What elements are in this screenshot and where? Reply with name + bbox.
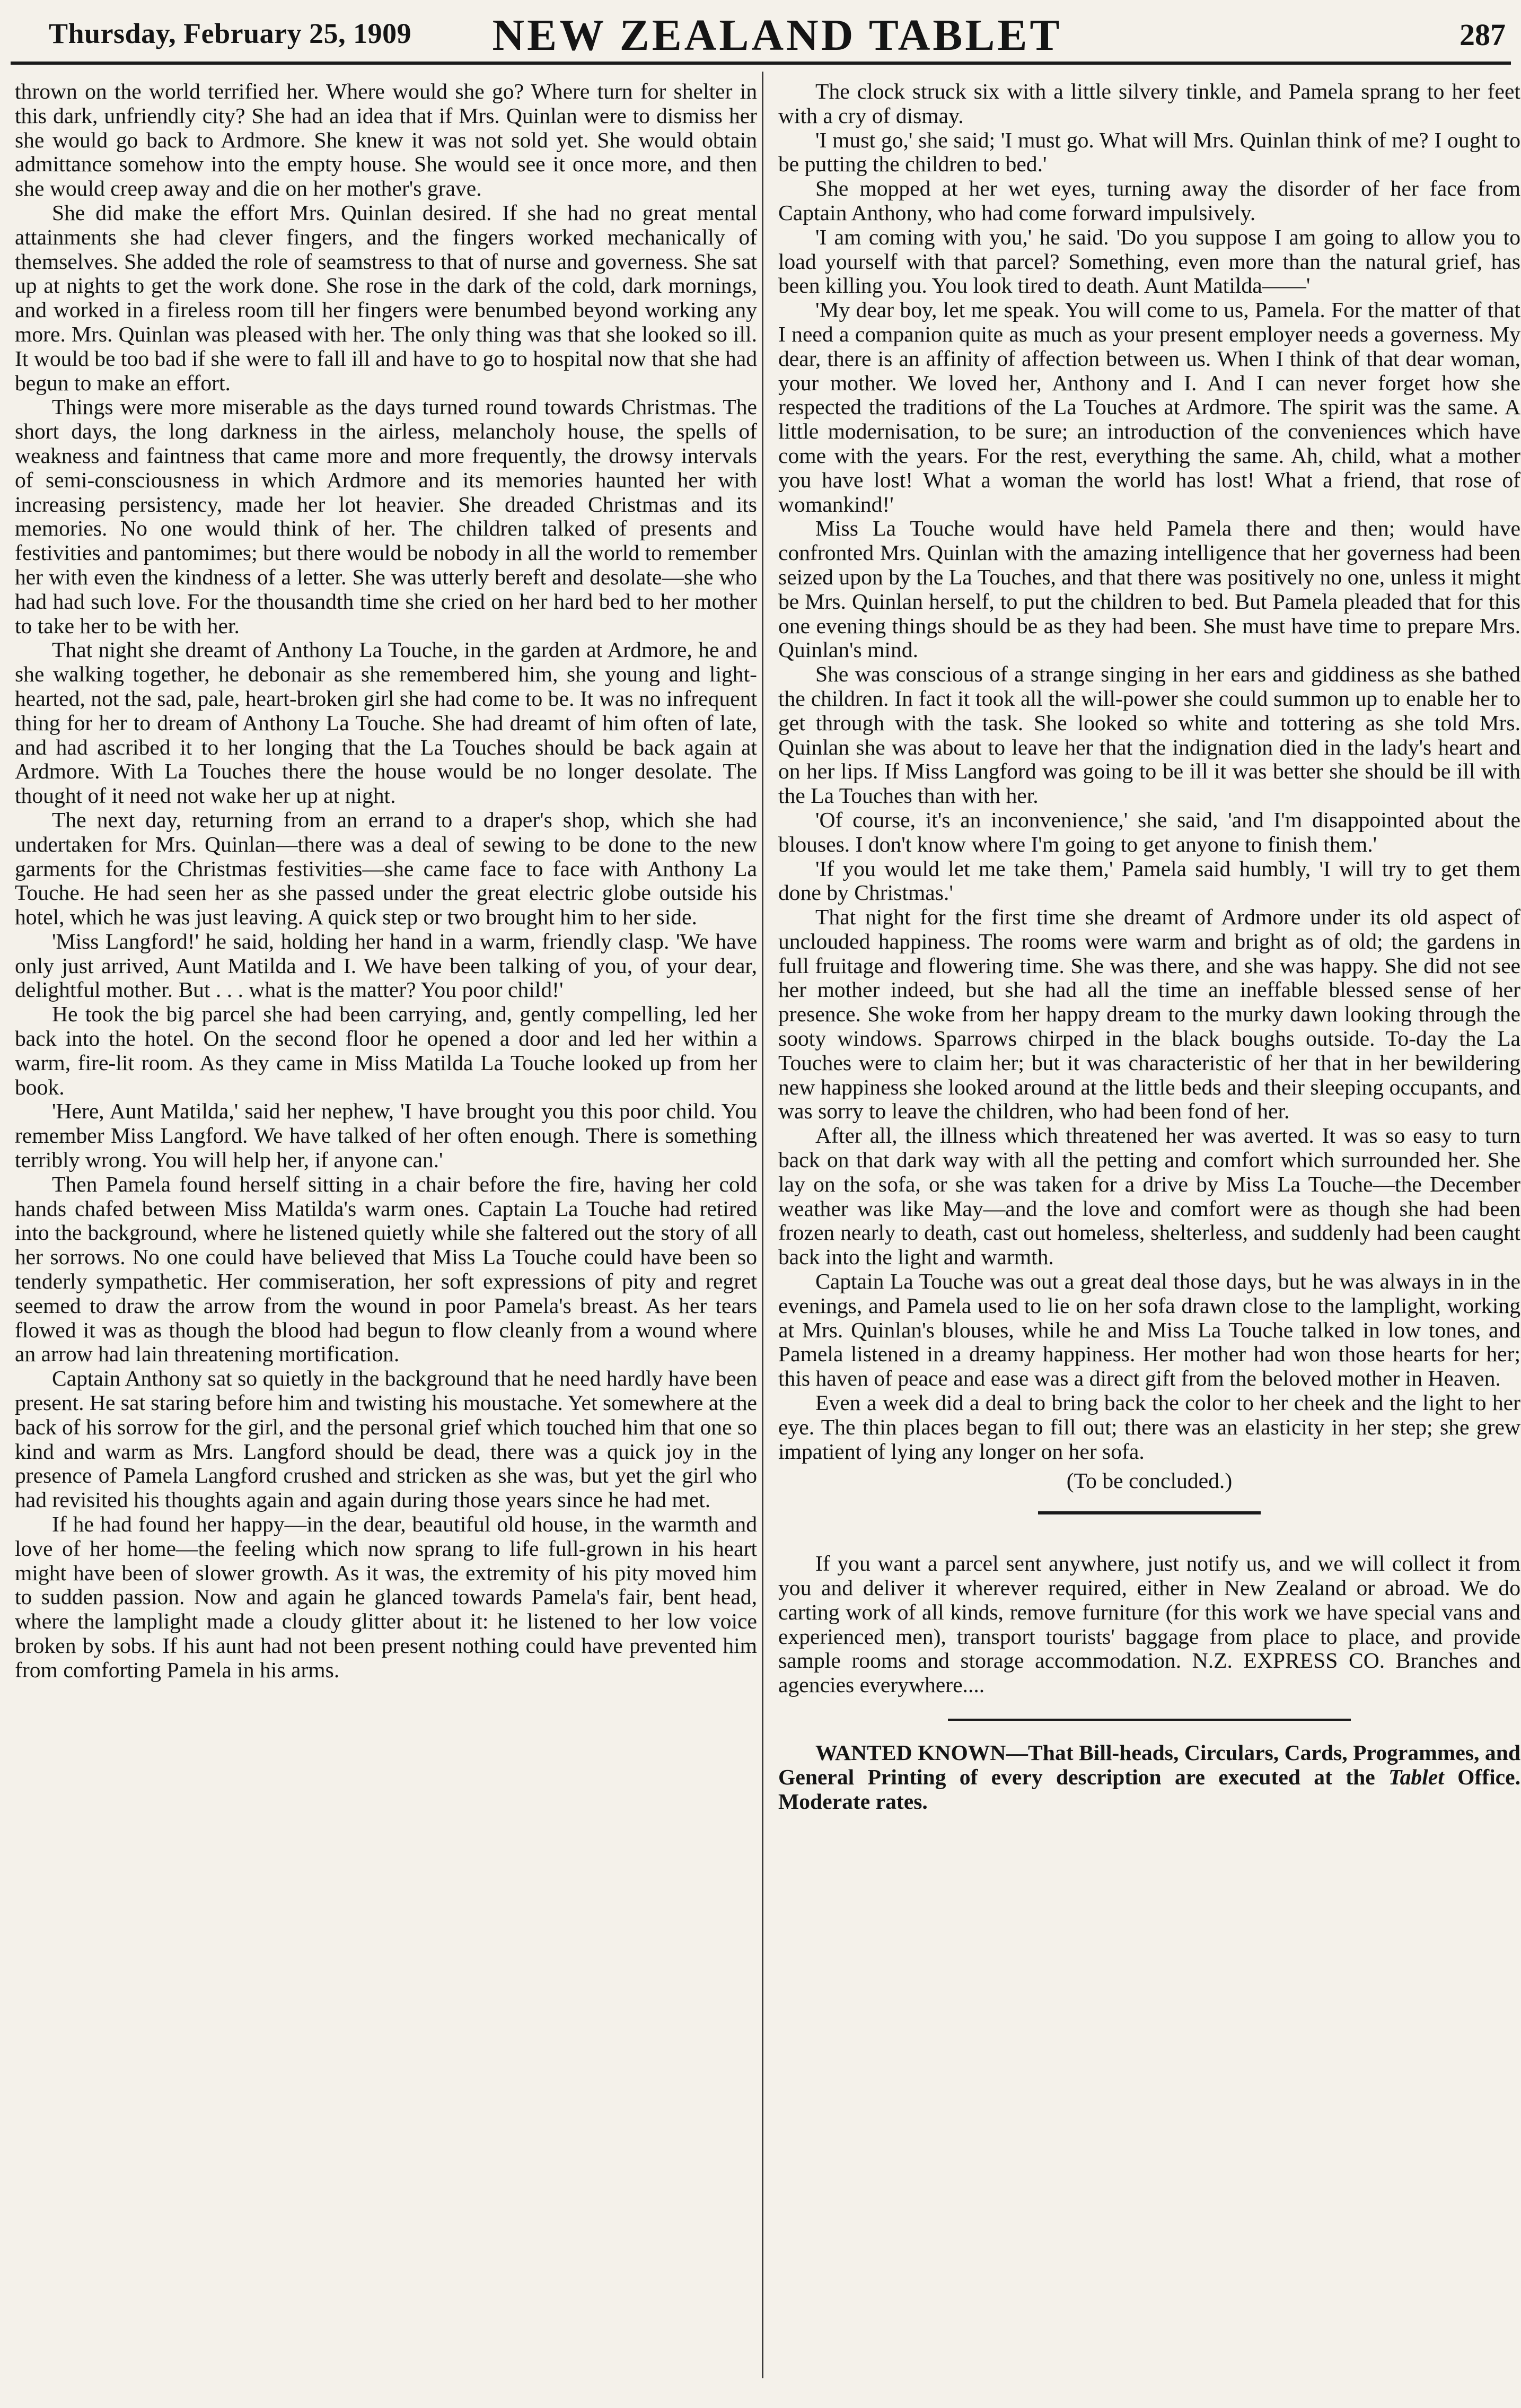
wanted-known-text: WANTED KNOWN—That Bill-heads, Circulars, Cards, Programmes, and General Printing of every description are executed at the — [778, 1740, 1520, 1789]
right-column — [778, 80, 1520, 1814]
story-paragraph: If he had found her happy—in the dear, beautiful old house, in the warmth and love of her home—the feeling which now sprang to life full-grown in his heart might have been of slower growth. As it was, the extremity of his pity moved him to sudden passion. Now and again he glanced towards Pamela's fair, bent head, where the lamplight made a cloudy glitter about it: he listened to her low voice broken by sobs. If his aunt had not been present nothing could have prevented him from comforting Pamela in his arms. — [15, 1512, 757, 1682]
story-paragraph: She did make the effort Mrs. Quinlan desired. If she had no great mental attainments she had clever fingers, and the fingers worked mechanically of themselves. She added the role of seamstress to that of nurse and governess. She sat up at nights to get the work done. She rose in the dark of the cold, dark mornings, and worked in a fireless room till her fingers were benumbed beyond working any more. Mrs. Quinlan was pleased with her. The only thing was that she looked so ill. It would be too bad if she were to fall ill and have to go to hospital now that she had begun to make an effort. — [15, 200, 758, 395]
section-rule — [1038, 1511, 1261, 1514]
wanted-known-advertisement — [778, 1741, 1520, 1814]
wanted-known-rates: Office. Moderate rates. — [778, 1764, 1520, 1814]
express-notice-text: If you want a parcel sent anywhere, just notify us, and we will collect it from you and deliver it wherever required, either in New Zealand or abroad. We do carting work of all kinds, remove furniture (for this work we have special vans and experienced men), transport tourists' baggage from place to place, and provide sample rooms and storage accommodation. N.Z. EXPRESS CO. Branches and agencies everywhere.... — [778, 1551, 1520, 1697]
left-column — [15, 80, 757, 1683]
story-paragraph: 'I must go,' she said; 'I must go. What will Mrs. Quinlan think of me? I ought to be putting the children to bed.' — [778, 127, 1520, 177]
issue-date: Thursday, February 25, 1909 — [49, 17, 412, 49]
story-paragraph: She mopped at her wet eyes, turning away the disorder of her face from Captain Anthony, who had come forward impulsively. — [778, 176, 1520, 225]
column-divider — [762, 72, 763, 2378]
story-paragraph: He took the big parcel she had been carrying, and, gently compelling, led her back into the hotel. On the second floor he opened a door and led her within a warm, fire-lit room. As they came in Miss Matilda La Touche looked up from her book. — [15, 1002, 757, 1099]
story-paragraph: Then Pamela found herself sitting in a chair before the fire, having her cold hands chafed between Miss Matilda's warm ones. Captain La Touche had retired into the background, where he listened quietly while she faltered out the story of all her sorrows. No one could have believed that Miss La Touche could have been so tenderly sympathetic. Her commiseration, her soft expressions of pity and regret seemed to draw the arrow from the wound in poor Pamela's breast. As her tears flowed it was as though the blood had begun to flow cleanly from a wound where an arrow had lain threatening mortification. — [15, 1171, 757, 1367]
story-paragraph: Captain Anthony sat so quietly in the background that he need hardly have been present. He sat staring before him and twisting his moustache. Yet somewhere at the back of his sorrow for the girl, and the personal grief which touched him that one so kind and warm as Mrs. Langford should be dead, there was a quick joy in the presence of Pamela Langford crushed and stricken as she was, but yet the girl who had revisited his thoughts again and again during those years since he had met. — [15, 1366, 758, 1512]
story-paragraph: 'Of course, it's an inconvenience,' she said, 'and I'm disappointed about the blouses. I don't know where I'm going to get anyone to finish them.' — [778, 807, 1520, 856]
wanted-known-tablet: Tablet — [1388, 1764, 1444, 1789]
advert-rule — [948, 1719, 1351, 1721]
story-paragraph: 'Miss Langford!' he said, holding her hand in a warm, friendly clasp. 'We have only just arrived, Aunt Matilda and I. We have been talking of you, of your dear, delightful mother. But . . . what is the matter? You poor child!' — [15, 929, 757, 1002]
page-number: 287 — [1460, 17, 1506, 52]
story-paragraph: 'Here, Aunt Matilda,' said her nephew, 'I have brought you this poor child. You remember Miss Langford. We have talked of her often enough. There is something terribly wrong. You will help her, if anyone can.' — [15, 1099, 757, 1172]
story-paragraph: 'If you would let me take them,' Pamela said humbly, 'I will try to get them done by Christmas.' — [778, 856, 1520, 905]
header-rule — [11, 62, 1511, 65]
story-paragraph: Miss La Touche would have held Pamela there and then; would have confronted Mrs. Quinlan with the amazing intelligence that her governess had been seized upon by the La Touches, and that there was positively no one, unless it might be Mrs. Quinlan herself, to put the children to bed. But Pamela pleaded that for this one evening things should be as they had been. She must have time to prepare Mrs. Quinlan's mind. — [778, 516, 1520, 662]
story-paragraph: Things were more miserable as the days turned round towards Christmas. The short days, the long darkness in the airless, melancholy house, the spells of weakness and faintness that came more and more frequently, the drowsy intervals of semi-consciousness in which Ardmore and its memories haunted her with increasing persistency, made her lot heavier. She dreaded Christmas and its memories. No one would think of her. The children talked of presents and festivities and pantomimes; but there would be nobody in all the world to remember her with even the kindness of a letter. She was utterly bereft and desolate—she who had had such love. For the thousandth time she cried on her hard bed to her mother to take her to be with her. — [15, 395, 757, 638]
masthead-title: NEW ZEALAND TABLET — [492, 11, 1062, 60]
story-paragraph: That night for the first time she dreamt of Ardmore under its old aspect of unclouded happiness. The rooms were warm and bright as of old; the gardens in full fruitage and flowering time. She was there, and she was happy. She did not see her mother indeed, but she had all the time an ineffable blessed sense of her presence. She woke from her happy dream to the murky dawn looking through the sooty windows. Sparrows chirped in the black boughs outside. To-day the La Touches were to claim her; but it was characteristic of her that in her bewildering new happiness she looked around at the little beds and their sleeping occupants, and was sorry to leave the children, who had been fond of her. — [778, 905, 1520, 1124]
story-paragraph: The clock struck six with a little silvery tinkle, and Pamela sprang to her feet with a cry of dismay. — [778, 79, 1520, 128]
story-paragraph: The next day, returning from an errand to a draper's shop, which she had undertaken for Mrs. Quinlan—there was a deal of sewing to be done to the new garments for the Christmas festivities—she came face to face with Anthony La Touche. He had seen her as she passed under the great electric globe outside his hotel, which he was just leaving. A quick step or two brought him to her side. — [15, 807, 757, 930]
express-advertisement — [778, 1552, 1520, 1697]
story-paragraph: thrown on the world terrified her. Where would she go? Where turn for shelter in this dark, unfriendly city? She had an idea that if Mrs. Quinlan were to dismiss her she would go back to Ardmore. She knew it was not sold yet. She would obtain admittance somehow into the empty house. She would see it once more, and then she would creep away and die on her mother's grave. — [15, 79, 757, 201]
story-paragraph: 'My dear boy, let me speak. You will come to us, Pamela. For the matter of that I need a companion quite as much as your present employer needs a governess. My dear, there is an affinity of affection between us. When I think of that dear woman, your mother. We loved her, Anthony and I. And I can never forget how she respected the traditions of the La Touches at Ardmore. The spirit was the same. A little modernisation, to be sure; an introduction of the conveniences which have come with the years. For the rest, everything the same. Ah, child, what a mother you have lost! What a woman the world has lost! What a friend, that rose of womankind!' — [778, 297, 1520, 516]
story-paragraph: Even a week did a deal to bring back the color to her cheek and the light to her eye. The thin places began to fill out; there was an elasticity in her step; she grew impatient of lying any longer on her sofa. — [778, 1390, 1520, 1464]
story-paragraph: After all, the illness which threatened her was averted. It was so easy to turn back on that dark way with all the petting and comfort which surrounded her. She lay on the sofa, or she was taken for a drive by Miss La Touche—the December weather was like May—and the love and comfort were as though she had been frozen nearly to death, cast out homeless, shelterless, and suddenly had been caught back into the light and warmth. — [778, 1123, 1520, 1269]
page-header — [49, 10, 1506, 60]
story-paragraph: Captain La Touche was out a great deal those days, but he was always in in the evenings, and Pamela used to lie on her sofa drawn close to the lamplight, working at Mrs. Quinlan's blouses, while he and Miss La Touche talked in low tones, and Pamela listened in a dreamy happiness. Her mother had won those hearts for her; this haven of peace and ease was a direct gift from the beloved mother in Heaven. — [778, 1269, 1520, 1391]
to-be-concluded: (To be concluded.) — [1066, 1468, 1233, 1493]
story-paragraph: 'I am coming with you,' he said. 'Do you suppose I am going to allow you to load yourself with that parcel? Something, even more than the natural grief, has been killing you. You look tired to death. Aunt Matilda——' — [778, 224, 1520, 298]
story-paragraph: That night she dreamt of Anthony La Touche, in the garden at Ardmore, he and she walking together, he debonair as she remembered him, she young and light-hearted, not the sad, pale, heart-broken girl she had come to be. It was no infrequent thing for her to dream of Anthony La Touche. She had dreamt of him often of late, and had ascribed it to her longing that the La Touches should be back again at Ardmore. With La Touches there the house would be no longer desolate. The thought of it need not wake her up at night. — [15, 637, 757, 808]
story-paragraph: She was conscious of a strange singing in her ears and giddiness as she bathed the children. In fact it took all the will-power she could summon up to enable her to get through with the task. She looked so white and tottering as she told Mrs. Quinlan she was about to leave her that the indignation died in the lady's heart and on her lips. If Miss Langford was going to be ill it was better she should be ill with the La Touches than with her. — [778, 662, 1520, 808]
